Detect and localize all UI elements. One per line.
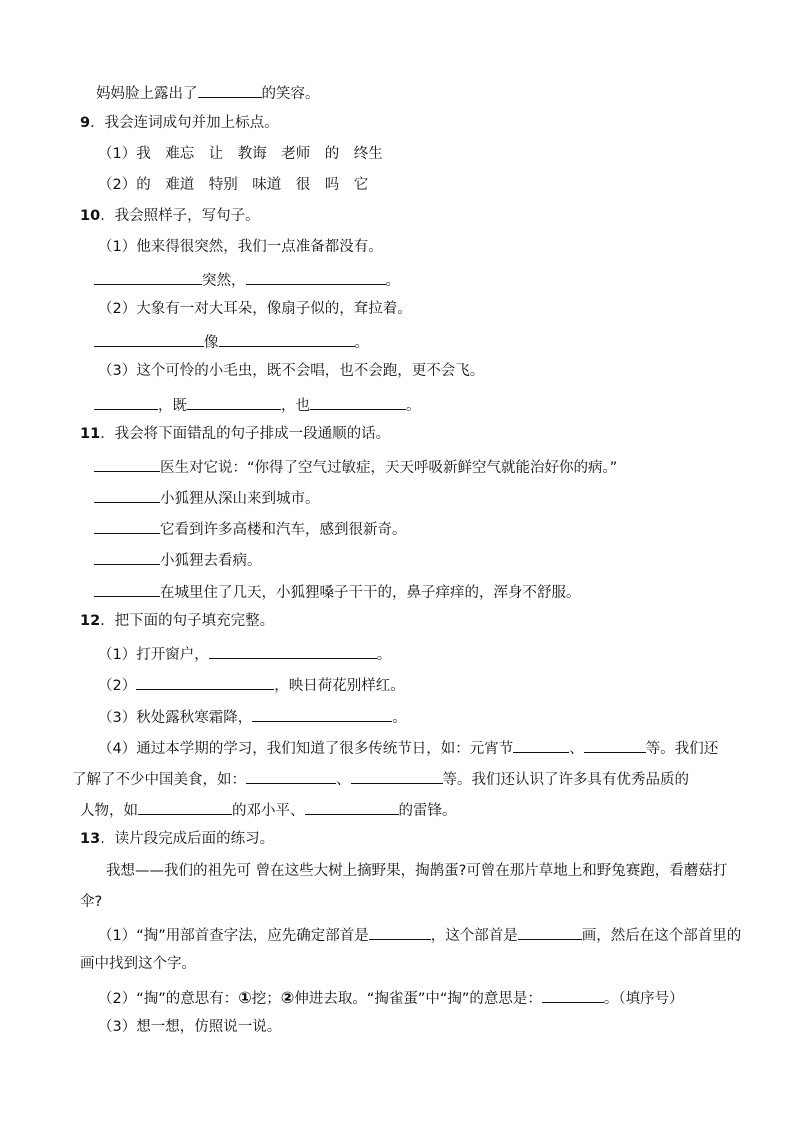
question-12-item-4-cont: 了解了不少中国美食，如： 、 等。我们还认识了许多具有优秀品质的 — [72, 765, 794, 789]
answer-blank[interactable] — [518, 921, 582, 940]
question-11-heading: 11．我会将下面错乱的句子排成一段通顺的话。 — [80, 426, 391, 442]
question-11-sentence-a: 医生对它说：“你得了空气过敏症，天天呼吸新鲜空气就能治好你的病。” — [94, 453, 794, 477]
question-13-passage-line-2: 伞? — [80, 894, 103, 910]
order-blank[interactable] — [94, 546, 160, 565]
question-11-sentence-e: 在城里住了几天，小狐狸嗓子干干的，鼻子痒痒的，浑身不舒服。 — [94, 578, 794, 602]
answer-blank[interactable] — [246, 765, 336, 784]
question-13-heading: 13．读片段完成后面的练习。 — [80, 831, 275, 847]
answer-blank[interactable] — [94, 266, 202, 285]
answer-blank[interactable] — [584, 734, 646, 753]
question-12-item-3: （3）秋处露秋寒霜降， 。 — [98, 703, 794, 727]
answer-blank[interactable] — [94, 328, 204, 347]
question-12-item-4: （4）通过本学期的学习，我们知道了很多传统节日，如：元宵节 、 等。我们还 — [98, 734, 794, 758]
order-blank[interactable] — [94, 515, 160, 534]
question-10-fill-1: 突然， 。 — [94, 266, 794, 290]
question-13-item-1: （1）“掏”用部首查字法，应先确定部首是 ，这个部首是 画，然后在这个部首里的 — [98, 921, 794, 945]
answer-blank[interactable] — [219, 328, 355, 347]
question-10-item-3: （3）这个可怜的小毛虫，既不会唱，也不会跑，更不会飞。 — [98, 363, 485, 379]
question-10-fill-3: ，既 ，也 。 — [94, 391, 794, 415]
question-13-item-2: （2）“掏”的意思有：①挖；②伸进去取。“掏雀蛋”中“掏”的意思是： 。（填序号） — [98, 984, 794, 1008]
question-11-sentence-d: 小狐狸去看病。 — [94, 546, 794, 570]
question-12-item-4-cont2: 人物，如 的邓小平、 的雷锋。 — [80, 796, 794, 820]
answer-blank[interactable] — [513, 734, 569, 753]
answer-blank[interactable] — [252, 703, 392, 722]
question-10-item-1: （1）他来得很突然，我们一点准备都没有。 — [98, 239, 383, 255]
question-9-item-2: （2）的 难道 特别 味道 很 吗 它 — [98, 177, 369, 193]
text-line: 妈妈脸上露出了 的笑容。 — [96, 79, 794, 103]
answer-blank[interactable] — [305, 796, 399, 815]
question-11-sentence-c: 它看到许多高楼和汽车，感到很新奇。 — [94, 515, 794, 539]
question-10-fill-2: 像 。 — [94, 328, 794, 352]
question-13-item-1-cont: 画中找到这个字。 — [80, 956, 196, 972]
answer-blank[interactable] — [94, 391, 158, 410]
answer-blank[interactable] — [136, 671, 274, 690]
question-9-heading: 9．我会连词成句并加上标点。 — [80, 115, 279, 131]
question-10-heading: 10．我会照样子，写句子。 — [80, 208, 260, 224]
answer-blank[interactable] — [351, 765, 443, 784]
question-12-item-2: （2） ，映日荷花别样红。 — [98, 671, 794, 695]
answer-blank[interactable] — [542, 984, 604, 1003]
answer-blank[interactable] — [198, 79, 262, 98]
question-12-item-1: （1）打开窗户， 。 — [98, 640, 794, 664]
question-13-item-3: （3）想一想，仿照说一说。 — [98, 1019, 282, 1035]
question-10-item-2: （2）大象有一对大耳朵，像扇子似的，耷拉着。 — [98, 301, 412, 317]
answer-blank[interactable] — [187, 391, 281, 410]
question-12-heading: 12．把下面的句子填充完整。 — [80, 613, 275, 629]
question-13-passage-line-1: 我想——我们的祖先可 曾在这些大树上摘野果，掏鹊蛋?可曾在那片草地上和野兔赛跑，看蘑菇打 — [106, 863, 728, 879]
answer-blank[interactable] — [209, 640, 377, 659]
answer-blank[interactable] — [369, 921, 431, 940]
answer-blank[interactable] — [310, 391, 406, 410]
question-9-item-1: （1）我 难忘 让 教诲 老师 的 终生 — [98, 146, 383, 162]
order-blank[interactable] — [94, 578, 160, 597]
question-11-sentence-b: 小狐狸从深山来到城市。 — [94, 484, 794, 508]
answer-blank[interactable] — [138, 796, 232, 815]
order-blank[interactable] — [94, 453, 160, 472]
answer-blank[interactable] — [246, 266, 386, 285]
order-blank[interactable] — [94, 484, 160, 503]
